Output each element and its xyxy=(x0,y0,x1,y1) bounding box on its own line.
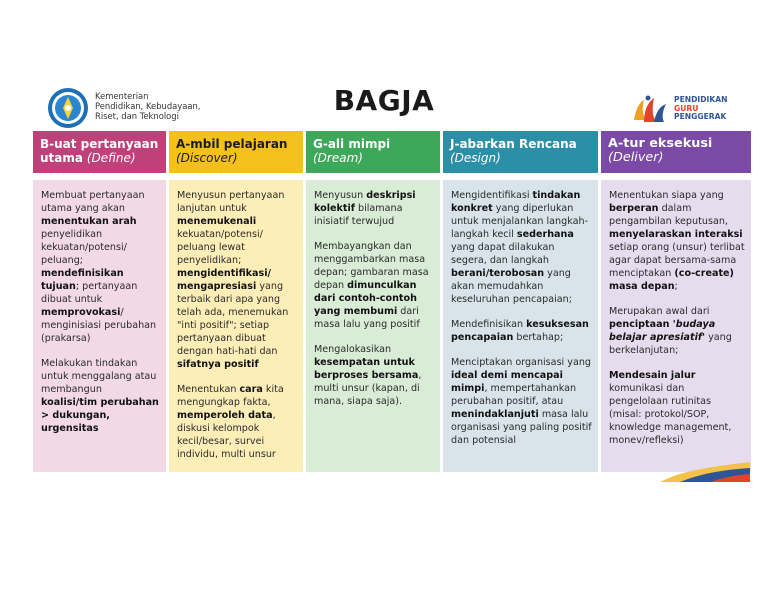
column-subtitle: (Design) xyxy=(450,151,501,165)
column-title: A-tur eksekusi xyxy=(608,136,713,151)
column-body xyxy=(33,180,166,472)
column-header xyxy=(306,131,440,173)
column-subtitle: (Deliver) xyxy=(608,150,664,165)
column-title: G-ali mimpi xyxy=(313,137,391,151)
paragraph: Merupakan awal dari penciptaan 'budaya belajar apresiatif' yang berkelanjutan; xyxy=(609,306,732,356)
column-design xyxy=(443,131,598,472)
column-title: B-uat pertanyaan utama xyxy=(40,137,159,165)
paragraph: Membayangkan dan menggambarkan masa depan; gambaran masa depan dimunculkan dari contoh-contoh yang membumi dari masa lalu yang positif xyxy=(314,241,429,330)
program-line-3: PENGGERAK xyxy=(674,112,727,122)
column-subtitle: (Dream) xyxy=(313,151,363,165)
column-title: A-mbil pelajaran xyxy=(176,137,288,151)
column-define xyxy=(33,131,166,472)
paragraph: Menyusun deskripsi kolektif bilamana inisiatif terwujud xyxy=(314,190,416,227)
column-subtitle: (Discover) xyxy=(176,151,238,165)
paragraph: Menciptakan organisasi yang ideal demi mencapai mimpi, mempertahankan perubahan positif, atau menindaklanjuti masa lalu organisasi yang paling positif dan potensial xyxy=(451,357,592,446)
program-name xyxy=(674,96,768,122)
paragraph: Menentukan cara kita mengungkap fakta, memperoleh data, diskusi kelompok kecil/besar, survei individu, multi unsur xyxy=(177,384,284,460)
program-line-1: PENDIDIKAN xyxy=(674,95,728,104)
column-title: J-abarkan Rencana xyxy=(450,137,577,151)
column-dream xyxy=(306,131,440,472)
column-body xyxy=(306,180,440,472)
paragraph: Mengidentifikasi tindakan konkret yang diperlukan untuk menjalankan langkah-langkah kecil sederhana yang dapat dilakukan segera, dan langkah berani/terobosan yang akan memudahkan keseluruhan pencapaian; xyxy=(451,190,589,305)
column-subtitle: (Define) xyxy=(86,151,136,165)
column-header xyxy=(601,131,751,173)
column-deliver xyxy=(601,131,751,472)
paragraph: Menentukan siapa yang berperan dalam pengambilan keputusan, menyelaraskan interaksi setiap orang (unsur) terlibat agar dapat bersama-sama menciptakan (co-create) masa depan; xyxy=(609,190,745,292)
paragraph: Mengalokasikan kesempatan untuk berproses bersama, multi unsur (kapan, di mana, siapa saja). xyxy=(314,344,422,407)
page-title: BAGJA xyxy=(333,84,435,117)
column-header xyxy=(169,131,303,173)
decorative-wave-icon xyxy=(660,458,750,482)
paragraph: Mendesain jalur komunikasi dan pengelolaan rutinitas (misal: protokol/SOP, knowledge management, monev/refleksi) xyxy=(609,370,732,446)
paragraph: Membuat pertanyaan utama yang akan menentukan arah penyelidikan kekuatan/potensi/ peluang; mendefinisikan tujuan; pertanyaan dibuat untuk memprovokasi/ menginisiasi perubahan (prakarsa) xyxy=(41,190,157,344)
guru-penggerak-logo-icon xyxy=(630,94,670,126)
ministry-name: Kementerian Pendidikan, Kebudayaan, Riset, dan Teknologi xyxy=(95,91,201,121)
program-line-2: GURU xyxy=(674,103,699,113)
column-header xyxy=(33,131,166,173)
paragraph: Mendefinisikan kesuksesan pencapaian bertahap; xyxy=(451,319,589,343)
column-header xyxy=(443,131,598,173)
paragraph: Menyusun pertanyaan lanjutan untuk menemukenali kekuatan/potensi/ peluang lewat penyelidikan; mengidentifikasi/ mengapresiasi yang terbaik dari apa yang telah ada, menemukan "inti positif"; setiap pertanyaan dibuat dengan hati-hati dan sifatnya positif xyxy=(177,190,289,370)
column-body xyxy=(169,180,303,472)
column-discover xyxy=(169,131,303,472)
paragraph: Melakukan tindakan untuk menggalang atau membangun koalisi/tim perubahan > dukungan, urgensitas xyxy=(41,358,159,434)
column-body xyxy=(443,180,598,472)
column-body xyxy=(601,180,751,472)
